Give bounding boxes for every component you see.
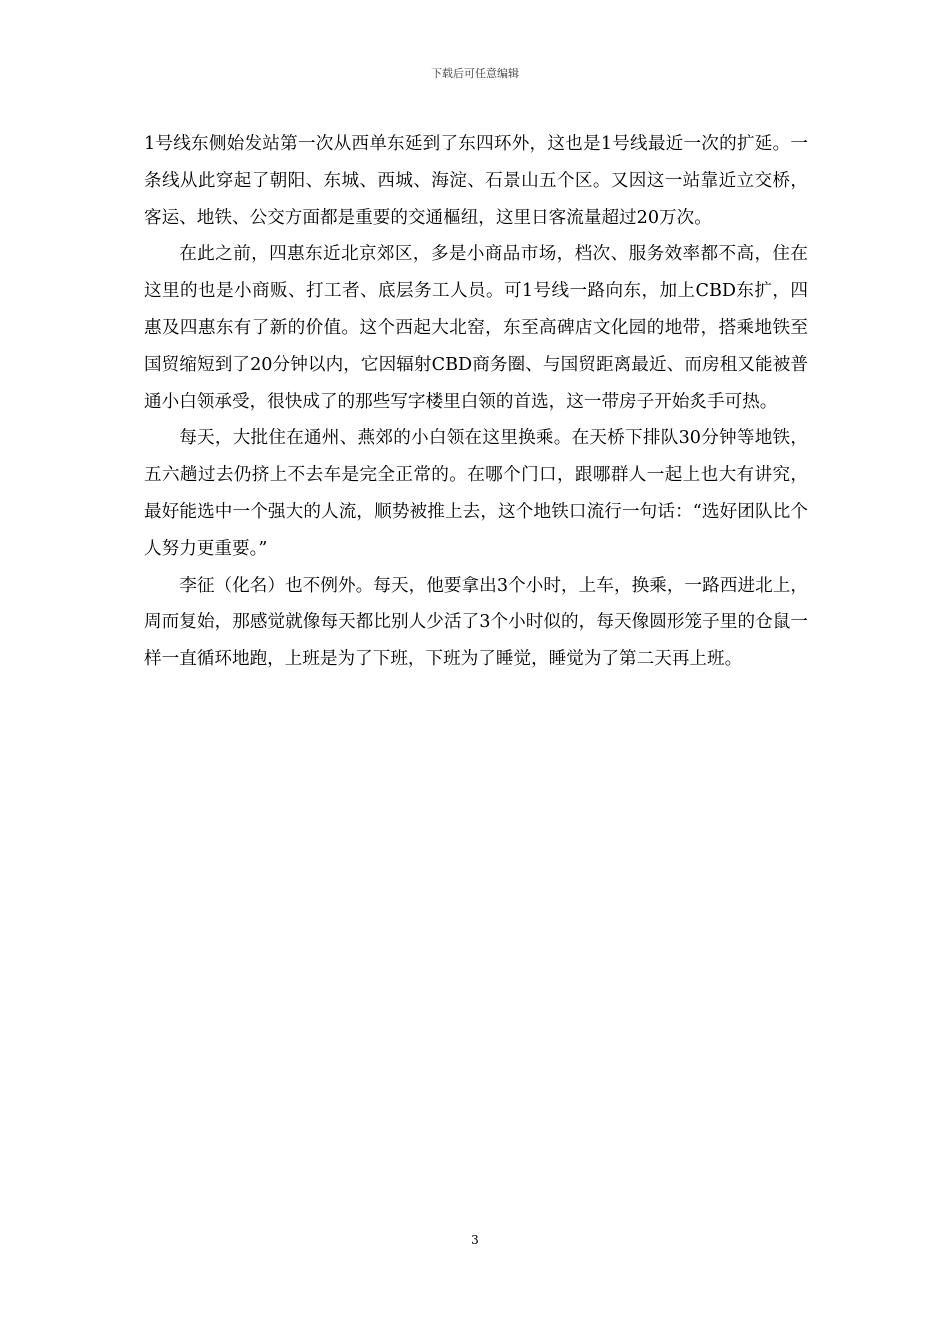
paragraph-commuters-transfer: 每天，大批住在通州、燕郊的小白领在这里换乘。在天桥下排队30分钟等地铁，五六趟过去仍挤上不去车是完全正常的。在哪个门口，跟哪群人一起上也大有讲究，最好能选中一个强大的人流，顺势被推上去，这个地铁口流行一句话：“选好团队比个人努力更重要。” — [144, 428, 808, 559]
page-number: 3 — [471, 1233, 479, 1247]
document-body — [144, 126, 808, 678]
paragraph-li-zheng-commute: 李征（化名）也不例外。每天，他要拿出3个小时，上车，换乘，一路西进北上，周而复始，那感觉就像每天都比别人少活了3个小时似的，每天像圆形笼子里的仓鼠一样一直循环地跑，上班是为了下班，下班为了睡觉，睡觉为了第二天再上班。 — [144, 575, 808, 670]
paragraph-line-1-extension: 1号线东侧始发站第一次从西单东延到了东四环外，这也是1号线最近一次的扩延。一条线从此穿起了朝阳、东城、西城、海淀、石景山五个区。又因这一站靠近立交桥，客运、地铁、公交方面都是重要的交通樞纽，这里日客流量超过20万次。 — [144, 134, 808, 228]
page-header: 下载后可任意编辑 — [431, 67, 519, 80]
paragraph-sihui-east-value: 在此之前，四惠东近北京郊区，多是小商品市场，档次、服务效率都不高，住在这里的也是小商贩、打工者、底层务工人员。可1号线一路向东，加上CBD东扩，四惠及四惠东有了新的价值。这个西起大北窑，东至高碑店文化园的地带，搭乘地铁至国贸缩短到了20分钟以内，它因辐射CBD商务圈、与国贸距离最近、而房租又能被普通小白领承受，很快成了的那些写字楼里白领的首选，这一带房子开始炙手可热。 — [144, 244, 808, 412]
